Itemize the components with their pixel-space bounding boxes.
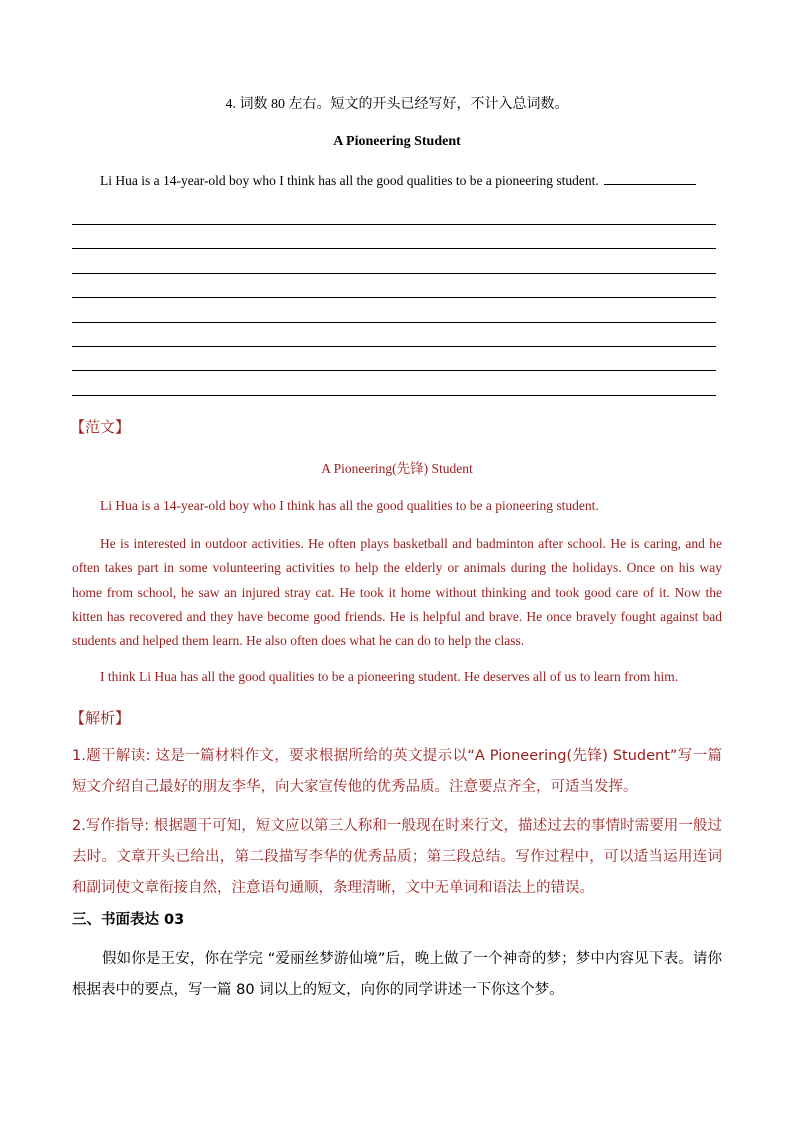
model-essay-title: A Pioneering(先锋) Student	[321, 461, 473, 476]
model-essay-tag: 【范文】	[70, 418, 131, 436]
section-prompt: 假如你是王安，你在学完 “爱丽丝梦游仙境”后，晚上做了一个神奇的梦；梦中内容见下表。请你根据表中的要点，写一篇 80 词以上的短文，向你的同学讲述一下你这个梦。	[72, 951, 722, 998]
writing-line	[72, 248, 716, 249]
opening-blank	[604, 172, 696, 185]
writing-line	[72, 224, 716, 225]
writing-line	[72, 297, 716, 298]
model-paragraph-3: I think Li Hua has all the good qualities to be a pioneering student. He deserves all of us to learn from him.	[100, 669, 679, 684]
essay-title: A Pioneering Student	[333, 134, 461, 149]
writing-line	[72, 322, 716, 323]
writing-requirement: 4. 词数 80 左右。短文的开头已经写好，不计入总词数。	[225, 97, 569, 112]
section-heading: 三、书面表达 03	[72, 912, 185, 928]
model-paragraph-2: He is interested in outdoor activities. He often plays basketball and badminton after school. He is caring, and he often takes part in some volunteering activities to help the elderly or animals during the holidays. Once on his way home from school, he saw an injured stray cat. He took it home without thinking and took good care of it. Now the kitten has recovered and they have become good friends. He is helpful and brave. He once bravely fought against bad students and helped them learn. He also often does what he can do to help the class.	[72, 536, 722, 649]
analysis-point-1: 1.题干解读: 这是一篇材料作文，要求根据所给的英文提示以“A Pioneering(先锋) Student”写一篇短文介绍自己最好的朋友李华，向大家宣传他的优秀品质。注意要点齐全，可适当发挥。	[72, 748, 722, 795]
writing-line	[72, 370, 716, 371]
writing-line	[72, 395, 716, 396]
writing-line	[72, 346, 716, 347]
opening-sentence: Li Hua is a 14-year-old boy who I think has all the good qualities to be a pioneering student.	[100, 173, 599, 188]
analysis-tag: 【解析】	[70, 709, 131, 727]
writing-lines	[72, 224, 716, 419]
model-paragraph-1: Li Hua is a 14-year-old boy who I think has all the good qualities to be a pioneering student.	[100, 498, 599, 513]
essay-opening	[100, 172, 696, 190]
writing-line	[72, 273, 716, 274]
analysis-point-2: 2.写作指导: 根据题干可知，短文应以第三人称和一般现在时来行文，描述过去的事情时需要用一般过去时。文章开头已给出，第二段描写李华的优秀品质；第三段总结。写作过程中，可以适当运用连词和副词使文章衔接自然，注意语句通顺，条理清晰，文中无单词和语法上的错误。	[72, 818, 722, 896]
